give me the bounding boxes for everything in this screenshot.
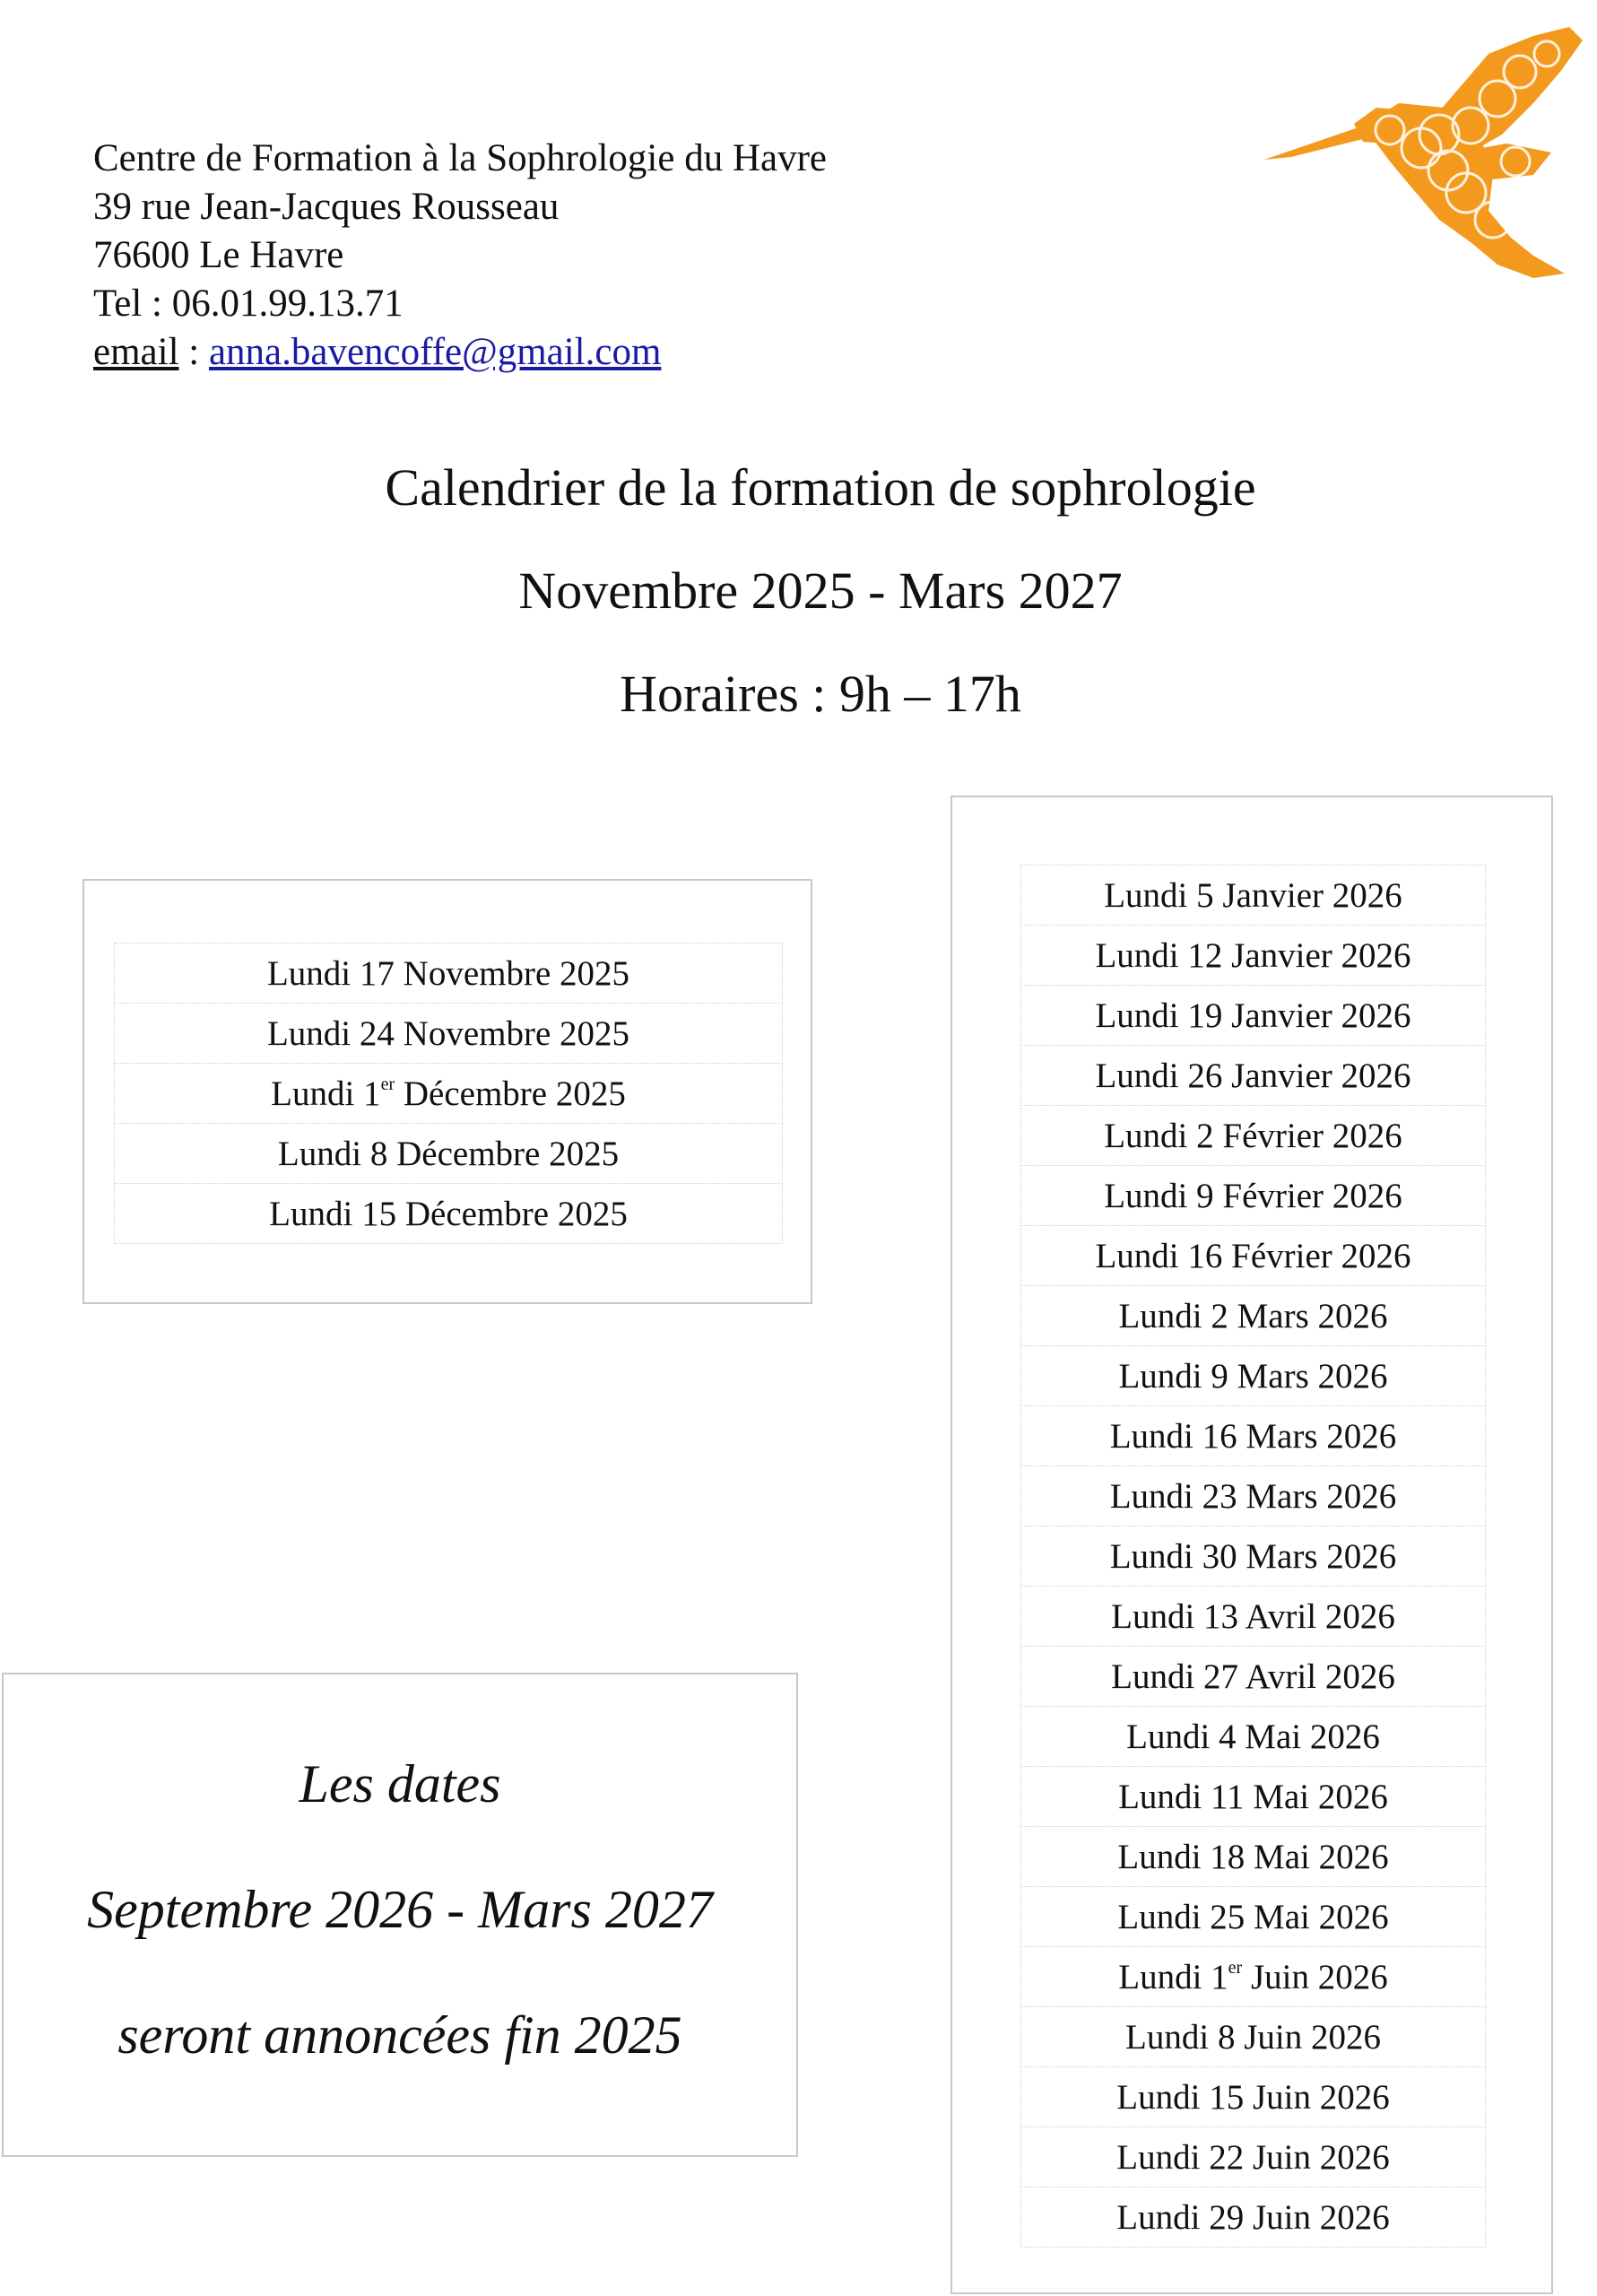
date-cell	[1021, 1226, 1486, 1286]
date-day: Lundi 13	[1111, 1596, 1239, 1636]
date-month-year: Juin 2026	[1242, 1957, 1388, 1996]
date-cell	[115, 1184, 783, 1244]
date-day: Lundi 30	[1109, 1536, 1237, 1576]
date-cell	[1021, 1106, 1486, 1166]
date-row	[1021, 1707, 1486, 1767]
date-day: Lundi 27	[1111, 1657, 1239, 1696]
date-month-year: Novembre 2025	[394, 953, 630, 993]
date-day: Lundi 16	[1109, 1416, 1237, 1456]
date-month-year: Février 2026	[1213, 1116, 1402, 1155]
date-month-year: Mai 2026	[1244, 1777, 1388, 1816]
date-day: Lundi 15	[269, 1194, 397, 1233]
date-month-year: Janvier 2026	[1222, 1056, 1411, 1095]
date-cell	[1021, 1286, 1486, 1346]
date-row	[1021, 1466, 1486, 1526]
date-row	[1021, 926, 1486, 986]
date-row	[115, 1124, 783, 1184]
training-period: Novembre 2025 - Mars 2027	[518, 561, 1123, 620]
date-day: Lundi 23	[1109, 1476, 1237, 1516]
date-cell	[1021, 2007, 1486, 2067]
date-month-year: Mai 2026	[1245, 1837, 1389, 1876]
date-cell	[1021, 1767, 1486, 1827]
street-address: 39 rue Jean-Jacques Rousseau	[93, 186, 560, 228]
email-separator: :	[178, 331, 209, 373]
date-cell	[1021, 1887, 1486, 1947]
date-month-year: Janvier 2026	[1222, 935, 1411, 975]
date-day: Lundi 1	[271, 1074, 381, 1113]
date-cell	[1021, 986, 1486, 1046]
date-month-year: Juin 2026	[1235, 2017, 1381, 2057]
date-day: Lundi 16	[1095, 1236, 1223, 1275]
date-ordinal-suffix: er	[1228, 1957, 1243, 1978]
date-cell	[1021, 1046, 1486, 1106]
date-day: Lundi 18	[1117, 1837, 1245, 1876]
date-row	[1021, 865, 1486, 926]
date-cell	[1021, 2187, 1486, 2248]
hummingbird-logo-icon	[1264, 18, 1587, 323]
date-row	[1021, 2127, 1486, 2187]
notice-period: Septembre 2026 - Mars 2027	[87, 1880, 713, 1939]
date-row	[1021, 1827, 1486, 1887]
date-day: Lundi 2	[1104, 1116, 1214, 1155]
date-cell	[1021, 1466, 1486, 1526]
date-month-year: Juin 2026	[1244, 2197, 1390, 2237]
date-month-year: Avril 2026	[1238, 1596, 1395, 1636]
date-month-year: Décembre 2025	[387, 1134, 620, 1173]
email-label: email	[93, 331, 179, 373]
date-day: Lundi 5	[1104, 875, 1214, 915]
dates-2025-table	[114, 943, 783, 1244]
date-cell	[115, 1064, 783, 1124]
date-cell	[1021, 1587, 1486, 1647]
email-link[interactable]: anna.bavencoffe@gmail.com	[208, 331, 662, 373]
date-cell	[115, 1124, 783, 1184]
dates-2026-table	[1020, 865, 1486, 2248]
notice-announcement: seront annoncées fin 2025	[117, 2005, 682, 2065]
date-row	[1021, 1947, 1486, 2007]
date-month-year: Mars 2026	[1228, 1356, 1388, 1396]
date-cell	[1021, 1647, 1486, 1707]
date-cell	[1021, 2067, 1486, 2127]
date-month-year: Décembre 2025	[395, 1074, 626, 1113]
date-day: Lundi 8	[1125, 2017, 1236, 2057]
date-day: Lundi 9	[1104, 1176, 1214, 1215]
date-row	[1021, 2007, 1486, 2067]
date-month-year: Juin 2026	[1244, 2137, 1390, 2177]
date-cell	[1021, 1346, 1486, 1406]
training-hours: Horaires : 9h – 17h	[620, 665, 1021, 723]
date-month-year: Mai 2026	[1236, 1717, 1380, 1756]
date-day: Lundi 2	[1118, 1296, 1228, 1335]
date-day: Lundi 15	[1116, 2077, 1245, 2117]
date-day: Lundi 29	[1116, 2197, 1245, 2237]
date-row	[1021, 1046, 1486, 1106]
date-day: Lundi 19	[1095, 996, 1223, 1035]
date-day: Lundi 11	[1118, 1777, 1245, 1816]
date-row	[115, 944, 783, 1004]
date-month-year: Mars 2026	[1228, 1296, 1388, 1335]
date-day: Lundi 4	[1126, 1717, 1237, 1756]
date-row	[1021, 2187, 1486, 2248]
notice-heading: Les dates	[299, 1754, 501, 1813]
date-row	[1021, 1406, 1486, 1466]
date-month-year: Juin 2026	[1244, 2077, 1390, 2117]
date-month-year: Novembre 2025	[394, 1013, 630, 1053]
city-address: 76600 Le Havre	[93, 234, 344, 276]
contact-block	[93, 135, 827, 377]
date-day: Lundi 9	[1118, 1356, 1228, 1396]
organization-name: Centre de Formation à la Sophrologie du Havre	[93, 137, 827, 179]
date-row	[1021, 1286, 1486, 1346]
date-cell	[115, 944, 783, 1004]
date-month-year: Mars 2026	[1237, 1416, 1397, 1456]
date-cell	[1021, 1526, 1486, 1587]
date-row	[1021, 1346, 1486, 1406]
phone-number: Tel : 06.01.99.13.71	[93, 283, 404, 325]
date-month-year: Février 2026	[1213, 1176, 1402, 1215]
date-row	[1021, 1887, 1486, 1947]
date-month-year: Janvier 2026	[1213, 875, 1402, 915]
date-cell	[115, 1004, 783, 1064]
date-cell	[1021, 1827, 1486, 1887]
date-month-year: Mars 2026	[1237, 1536, 1397, 1576]
date-month-year: Avril 2026	[1238, 1657, 1395, 1696]
page-title: Calendrier de la formation de sophrologie	[385, 458, 1256, 517]
date-month-year: Décembre 2025	[396, 1194, 628, 1233]
date-cell	[1021, 1166, 1486, 1226]
date-row	[115, 1064, 783, 1124]
date-row	[1021, 1526, 1486, 1587]
date-row	[1021, 1166, 1486, 1226]
date-day: Lundi 26	[1095, 1056, 1223, 1095]
date-day: Lundi 8	[277, 1134, 388, 1173]
date-cell	[1021, 1707, 1486, 1767]
date-cell	[1021, 1947, 1486, 2007]
date-month-year: Février 2026	[1222, 1236, 1411, 1275]
date-row	[1021, 1106, 1486, 1166]
date-row	[1021, 986, 1486, 1046]
date-cell	[1021, 865, 1486, 926]
date-row	[1021, 2067, 1486, 2127]
date-row	[1021, 1647, 1486, 1707]
date-month-year: Janvier 2026	[1222, 996, 1411, 1035]
date-day: Lundi 22	[1116, 2137, 1245, 2177]
date-cell	[1021, 1406, 1486, 1466]
upcoming-dates-notice	[2, 1673, 798, 2157]
date-row	[1021, 1767, 1486, 1827]
date-month-year: Mars 2026	[1237, 1476, 1397, 1516]
date-row	[1021, 1587, 1486, 1647]
email-line	[93, 328, 827, 377]
date-row	[1021, 1226, 1486, 1286]
date-month-year: Mai 2026	[1245, 1897, 1389, 1936]
date-day: Lundi 1	[1118, 1957, 1228, 1996]
date-cell	[1021, 926, 1486, 986]
date-day: Lundi 17	[266, 953, 395, 993]
date-ordinal-suffix: er	[380, 1074, 395, 1094]
date-day: Lundi 25	[1117, 1897, 1245, 1936]
date-day: Lundi 24	[266, 1013, 395, 1053]
date-row	[115, 1184, 783, 1244]
date-cell	[1021, 2127, 1486, 2187]
date-day: Lundi 12	[1095, 935, 1223, 975]
date-row	[115, 1004, 783, 1064]
